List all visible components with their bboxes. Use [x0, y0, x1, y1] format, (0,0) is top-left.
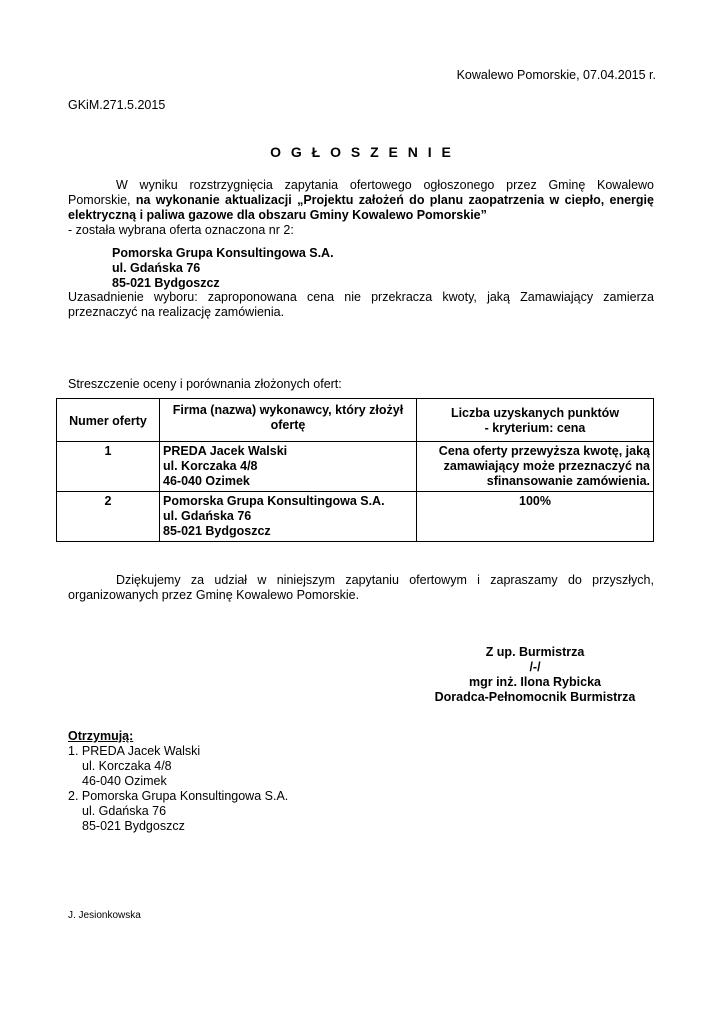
row-2-number: 2 [57, 492, 160, 542]
intro-line-3: elektryczną i paliwa gazowe dla obszaru Gminy Kowalewo Pomorskie” [68, 208, 487, 222]
signature-line-3: mgr inż. Ilona Rybicka [469, 675, 601, 689]
signature-line-2: /-/ [529, 660, 541, 674]
intro-paragraph [68, 178, 654, 238]
recipients-title: Otrzymują: [68, 729, 134, 743]
page-title: O G Ł O S Z E N I E [270, 144, 454, 160]
thanks-line-2: organizowanych przez Gminę Kowalewo Pomorskie. [68, 588, 360, 602]
thanks-line-1: Dziękujemy za udział w niniejszym zapytaniu ofertowym i zapraszamy do przyszłych, [116, 573, 654, 587]
row-2-points [417, 492, 654, 542]
row-2-firm-line: ul. Gdańska 76 [163, 509, 252, 523]
row-1-points-line: Cena oferty przewyższa kwotę, jaką [438, 444, 650, 458]
header-firm-line-2: ofertę [270, 418, 306, 432]
table-row [57, 492, 654, 542]
row-1-points [417, 442, 654, 492]
row-1-points-line: sfinansowanie zamówienia. [486, 474, 650, 488]
header-points [417, 399, 654, 442]
recipient-line: ul. Korczaka 4/8 [82, 759, 172, 773]
author-initials: J. Jesionkowska [68, 910, 141, 921]
winner-street: ul. Gdańska 76 [112, 261, 201, 275]
row-1-firm [160, 442, 417, 492]
row-1-firm-line: PREDA Jacek Walski [163, 444, 288, 458]
winner-city: 85-021 Bydgoszcz [112, 276, 220, 290]
signature-line-4: Doradca-Pełnomocnik Burmistrza [434, 690, 636, 704]
winner-address [112, 246, 334, 291]
intro-line-2-plain: Pomorskie, [68, 193, 131, 207]
list-item [68, 789, 288, 834]
reference-number: GKiM.271.5.2015 [68, 98, 166, 112]
row-2-firm [160, 492, 417, 542]
intro-line-1: W wyniku rozstrzygnięcia zapytania ofertowego ogłoszonego przez Gminę Kowalewo [116, 178, 654, 192]
row-2-firm-line: Pomorska Grupa Konsultingowa S.A. [163, 494, 385, 508]
recipient-line: 46-040 Ozimek [82, 774, 167, 788]
intro-line-4: - została wybrana oferta oznaczona nr 2: [68, 223, 294, 237]
justification-line-1: Uzasadnienie wyboru: zaproponowana cena nie przekracza kwoty, jaką Zamawiający zamierza [68, 290, 654, 304]
offers-table [56, 398, 654, 542]
recipient-line: ul. Gdańska 76 [82, 804, 167, 818]
signature-block [432, 645, 638, 705]
winner-name: Pomorska Grupa Konsultingowa S.A. [112, 246, 334, 260]
recipient-line: 2. Pomorska Grupa Konsultingowa S.A. [68, 789, 289, 803]
table-header-row [57, 399, 654, 442]
row-2-points-line: 100% [519, 494, 551, 508]
intro-line-2-bold: na wykonanie aktualizacji „Projektu założeń do planu zaopatrzenia w ciepło, energię [135, 193, 654, 207]
header-points-line-2: - kryterium: cena [484, 421, 586, 435]
thanks-paragraph [68, 573, 654, 603]
recipient-line: 1. PREDA Jacek Walski [68, 744, 201, 758]
header-number [57, 399, 160, 442]
header-firm [160, 399, 417, 442]
summary-label: Streszczenie oceny i porównania złożonych ofert: [68, 377, 342, 391]
place-date: Kowalewo Pomorskie, 07.04.2015 r. [456, 68, 656, 82]
table-row [57, 442, 654, 492]
justification-paragraph [68, 290, 654, 320]
justification-line-2: przeznaczyć na realizację zamówienia. [68, 305, 285, 319]
row-1-firm-line: 46-040 Ozimek [163, 474, 250, 488]
intro-line-2 [68, 193, 654, 208]
row-1-firm-line: ul. Korczaka 4/8 [163, 459, 258, 473]
row-1-number: 1 [57, 442, 160, 492]
header-points-line-1: Liczba uzyskanych punktów [450, 406, 620, 420]
recipients-list [68, 729, 288, 834]
row-2-firm-line: 85-021 Bydgoszcz [163, 524, 271, 538]
header-number-label: Numer oferty [69, 413, 147, 428]
header-firm-line-1: Firma (nazwa) wykonawcy, który złożył [172, 403, 404, 417]
recipient-line: 85-021 Bydgoszcz [82, 819, 185, 833]
row-1-points-line: zamawiający może przeznaczyć na [443, 459, 650, 473]
list-item [68, 744, 288, 789]
signature-line-1: Z up. Burmistrza [485, 645, 585, 659]
